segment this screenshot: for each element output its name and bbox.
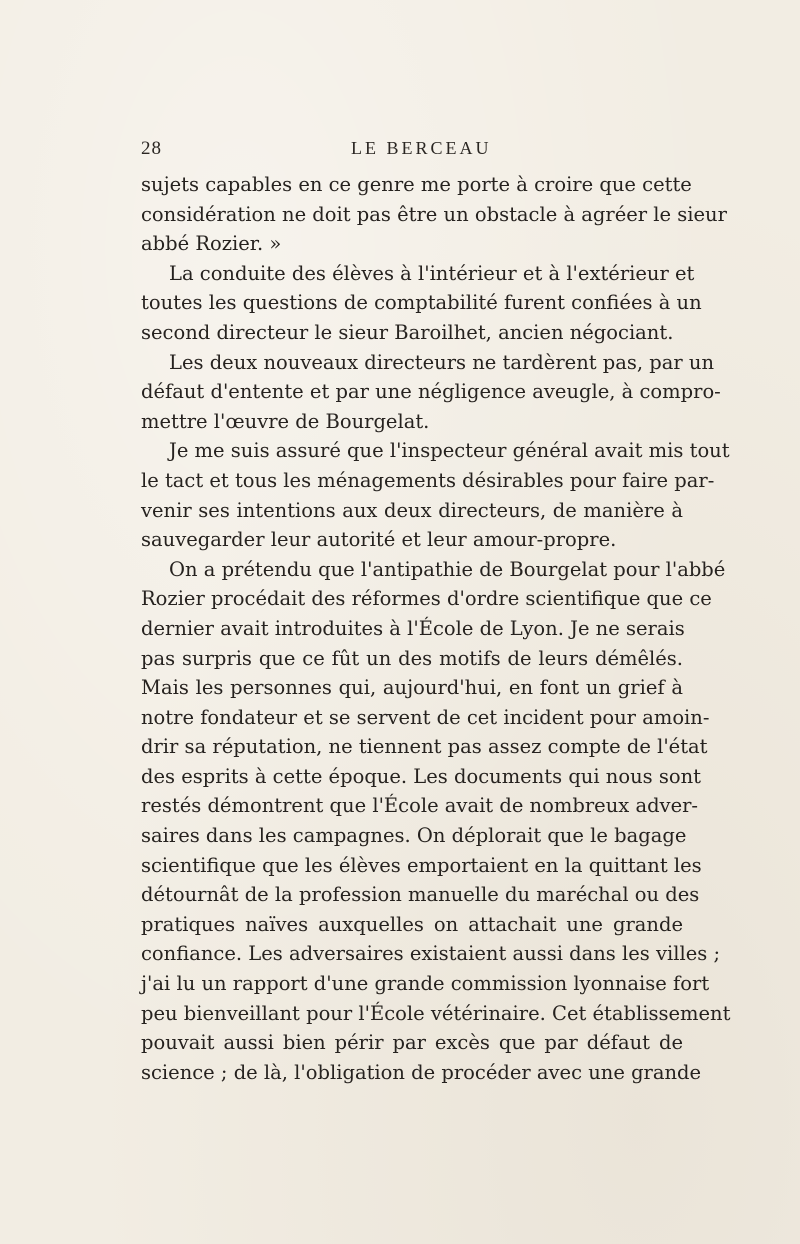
- page-header: [141, 138, 681, 162]
- text-line: peu bienveillant pour l'École vétérinaire. Cet établissement: [141, 1001, 731, 1025]
- body-text: [141, 170, 731, 1087]
- paragraph-first-line: On a prétendu que l'antipathie de Bourgelat pour l'abbé: [169, 557, 726, 581]
- text-line: second directeur le sieur Baroilhet, ancien négociant.: [141, 320, 674, 344]
- text-line: considération ne doit pas être un obstacle à agréer le sieur: [141, 202, 727, 226]
- text-line: pas surpris que ce fût un des motifs de leurs démêlés.: [141, 646, 683, 670]
- text-line: notre fondateur et se servent de cet incident pour amoin-: [141, 705, 710, 729]
- text-line: défaut d'entente et par une négligence aveugle, à compro-: [141, 380, 721, 404]
- text-line: drir sa réputation, ne tiennent pas assez compte de l'état: [141, 735, 708, 759]
- text-line: mettre l'œuvre de Bourgelat.: [141, 409, 430, 433]
- text-line: le tact et tous les ménagements désirables pour faire par-: [141, 468, 715, 492]
- text-line: des esprits à cette époque. Les documents qui nous sont: [141, 764, 702, 788]
- text-line: pouvait aussi bien périr par excès que par défaut de: [141, 1031, 683, 1055]
- text-line: j'ai lu un rapport d'une grande commission lyonnaise fort: [141, 972, 710, 996]
- page-number: 28: [141, 138, 162, 159]
- text-line: Mais les personnes qui, aujourd'hui, en font un grief à: [141, 676, 683, 700]
- text-line: toutes les questions de comptabilité furent confiées à un: [141, 291, 702, 315]
- paragraph-first-line: Je me suis assuré que l'inspecteur général avait mis tout: [169, 439, 730, 463]
- text-line: pratiques naïves auxquelles on attachait une grande: [141, 912, 683, 936]
- running-title: LE BERCEAU: [351, 138, 492, 158]
- text-line: détournât de la profession manuelle du maréchal ou des: [141, 883, 700, 907]
- text-line: abbé Rozier. »: [141, 232, 282, 256]
- text-line: confiance. Les adversaires existaient aussi dans les villes ;: [141, 942, 721, 966]
- text-line: science ; de là, l'obligation de procéder avec une grande: [141, 1060, 702, 1084]
- text-line: sauvegarder leur autorité et leur amour-propre.: [141, 528, 617, 552]
- text-line: venir ses intentions aux deux directeurs, de manière à: [141, 498, 683, 522]
- paragraph-first-line: Les deux nouveaux directeurs ne tardèrent pas, par un: [169, 350, 715, 374]
- text-line: saires dans les campagnes. On déplorait que le bagage: [141, 824, 687, 848]
- paragraph-first-line: La conduite des élèves à l'intérieur et à l'extérieur et: [169, 261, 695, 285]
- text-line: restés démontrent que l'École avait de nombreux adver-: [141, 794, 699, 818]
- text-line: dernier avait introduites à l'École de Lyon. Je ne serais: [141, 616, 685, 640]
- text-line: scientifique que les élèves emportaient en la quittant les: [141, 853, 702, 877]
- text-line: Rozier procédait des réformes d'ordre scientifique que ce: [141, 587, 712, 611]
- text-line: sujets capables en ce genre me porte à croire que cette: [141, 173, 692, 196]
